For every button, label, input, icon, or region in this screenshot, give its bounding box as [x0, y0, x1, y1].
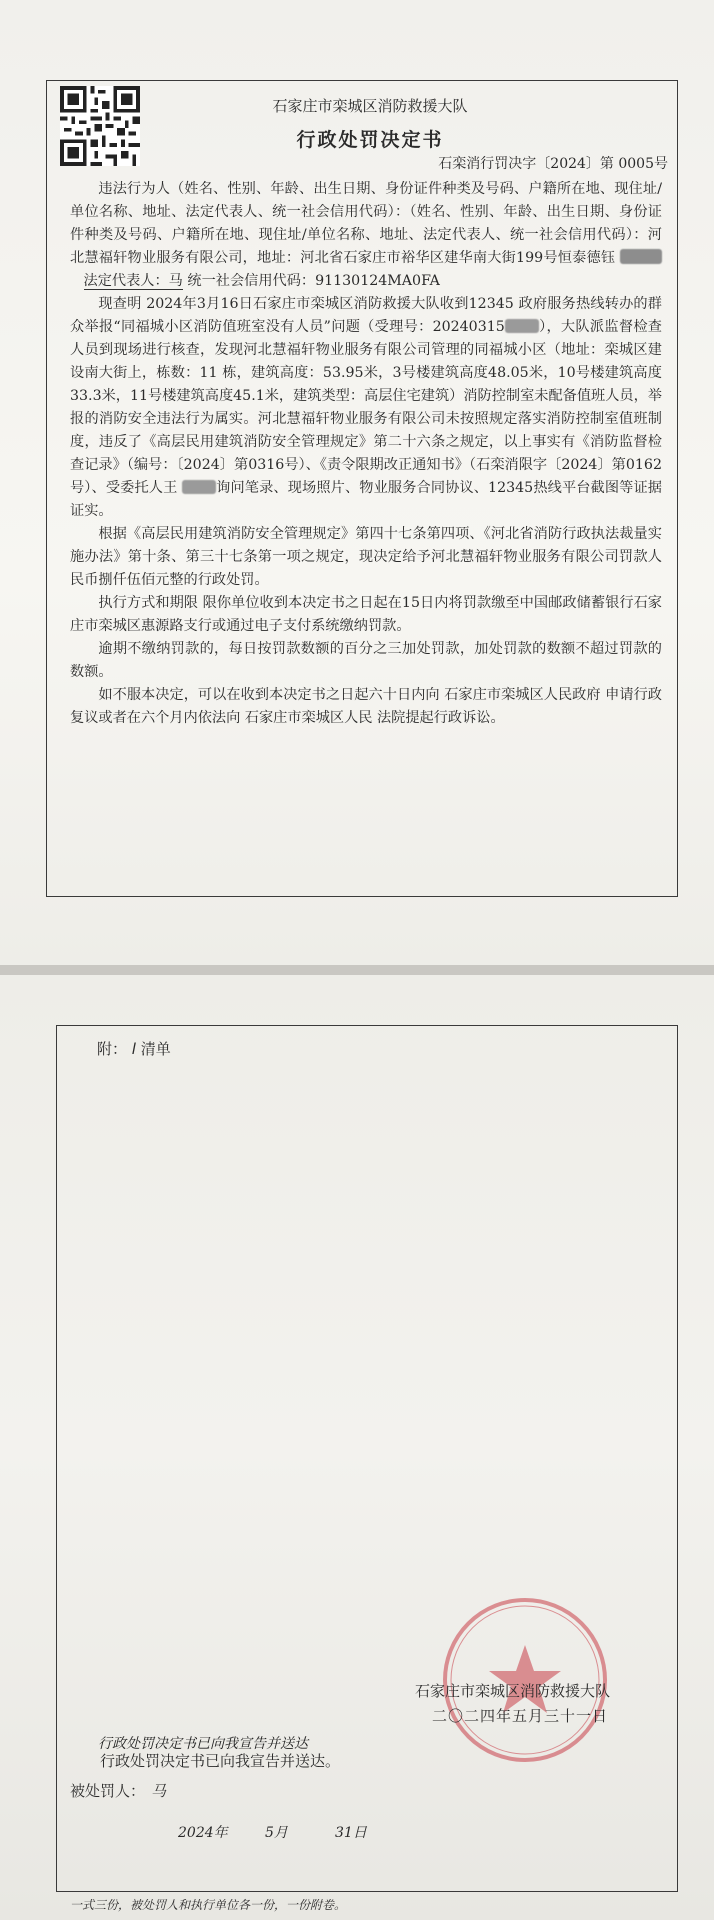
printed-acknowledgement: 行政处罚决定书已向我宣告并送达。 [100, 1752, 341, 1770]
qr-code-icon [60, 86, 140, 166]
facts-text-3: 询问笔录、现场照片、物业服务合同协议、12345热线平台截图等证据证实。 [70, 480, 662, 519]
issuing-organization: 石家庄市栾城区消防救援大队 [272, 97, 468, 115]
credit-code: 统一社会信用代码：91130124MA0FA [187, 273, 440, 289]
document-number: 石栾消行罚决字〔2024〕第 0005号 [438, 156, 668, 172]
recipient-signature: 马 [151, 1782, 167, 1800]
signing-date: 二〇二四年五月三十一日 [432, 1707, 609, 1725]
receipt-year: 2024年 [178, 1825, 228, 1841]
execution-paragraph: 执行方式和期限 限你单位收到本决定书之日起在15日内将罚款缴至中国邮政储蓄银行石家庄市栾城区惠源路支行或通过电子支付系统缴纳罚款。 [70, 595, 662, 634]
late-payment-paragraph: 逾期不缴纳罚款的，每日按罚款数额的百分之三加处罚款，加处罚款的数额不超过罚款的数额。 [70, 641, 662, 680]
party-text: 违法行为人（姓名、性别、年龄、出生日期、身份证件种类及号码、户籍所在地、现住址/单位名称、地址、法定代表人、统一社会信用代码）：（姓名、性别、年龄、出生日期、身份证件种类及号码、户籍所在地、现住址/单位名称、地址、法定代表人、统一社会信用代码）：河北慧福轩物业服务有限公司，地址：河北省石家庄市裕华区建华南大街199号恒泰德钰 [70, 181, 662, 266]
decision-body [70, 178, 662, 730]
recipient-line [70, 1780, 166, 1801]
attachment-line [97, 1038, 171, 1059]
attachment-text: 清单 [140, 1040, 171, 1058]
receipt-month: 5月 [265, 1825, 288, 1841]
handwritten-acknowledgement: 行政处罚决定书已向我宣告并送达 [98, 1736, 308, 1752]
copies-footnote: 一式三份，被处罚人和执行单位各一份，一份附卷。 [70, 1898, 347, 1912]
receipt-day: 31日 [335, 1825, 367, 1841]
facts-paragraph [70, 293, 662, 523]
attachment-count-handwritten: l [131, 1040, 136, 1058]
facts-text-2: ），大队派监督检查人员到现场进行核查，发现河北慧福轩物业服务有限公司管理的同福城小区（地址：栾城区建设南大街上，栋数：11 栋，建筑高度：53.95米，3号楼建筑高度48.05米，10号楼建筑高度33.3米，11号楼建筑高度45.1米，建筑类型：高层住宅建筑）消防控制室未配备值班人员，举报的消防安全违法行为属实。河北慧福轩物业服务有限公司未按照规定落实消防控制室值班制度，违反了《高层民用建筑消防安全管理规定》第二十六条之规定，以上事实有《消防监督检查记录》（编号：〔2024〕第0316号）、《责令限期改正通知书》（石栾消限字〔2024〕第0162号）、受委托人王 [70, 319, 662, 496]
attachment-label: 附： [97, 1040, 128, 1058]
facts-text-1: 现查明 2024年3月16日石家庄市栾城区消防救援大队收到12345 政府服务热线转办的群众举报“同福城小区消防值班室没有人员”问题（受理号：20240315 [70, 296, 662, 335]
page-gap [0, 965, 714, 975]
signing-organization: 石家庄市栾城区消防救援大队 [415, 1682, 611, 1700]
redaction-mark [182, 480, 216, 494]
document-title: 行政处罚决定书 [296, 129, 444, 151]
appeal-paragraph: 如不服本决定，可以在收到本决定书之日起六十日内向 石家庄市栾城区人民政府 申请行政复议或者在六个月内依法向 石家庄市栾城区人民 法院提起行政诉讼。 [70, 687, 662, 726]
recipient-label: 被处罚人： [70, 1782, 146, 1800]
legal-basis-paragraph: 根据《高层民用建筑消防安全管理规定》第四十七条第四项、《河北省消防行政执法裁量实施办法》第十条、第三十七条第一项之规定，现决定给予河北慧福轩物业服务有限公司罚款人民币捌仟伍佰元整的行政处罚。 [70, 526, 662, 588]
legal-representative: 法定代表人：马 [83, 273, 183, 289]
redaction-mark [505, 319, 539, 333]
redaction-mark [620, 249, 662, 264]
party-paragraph [70, 178, 662, 293]
